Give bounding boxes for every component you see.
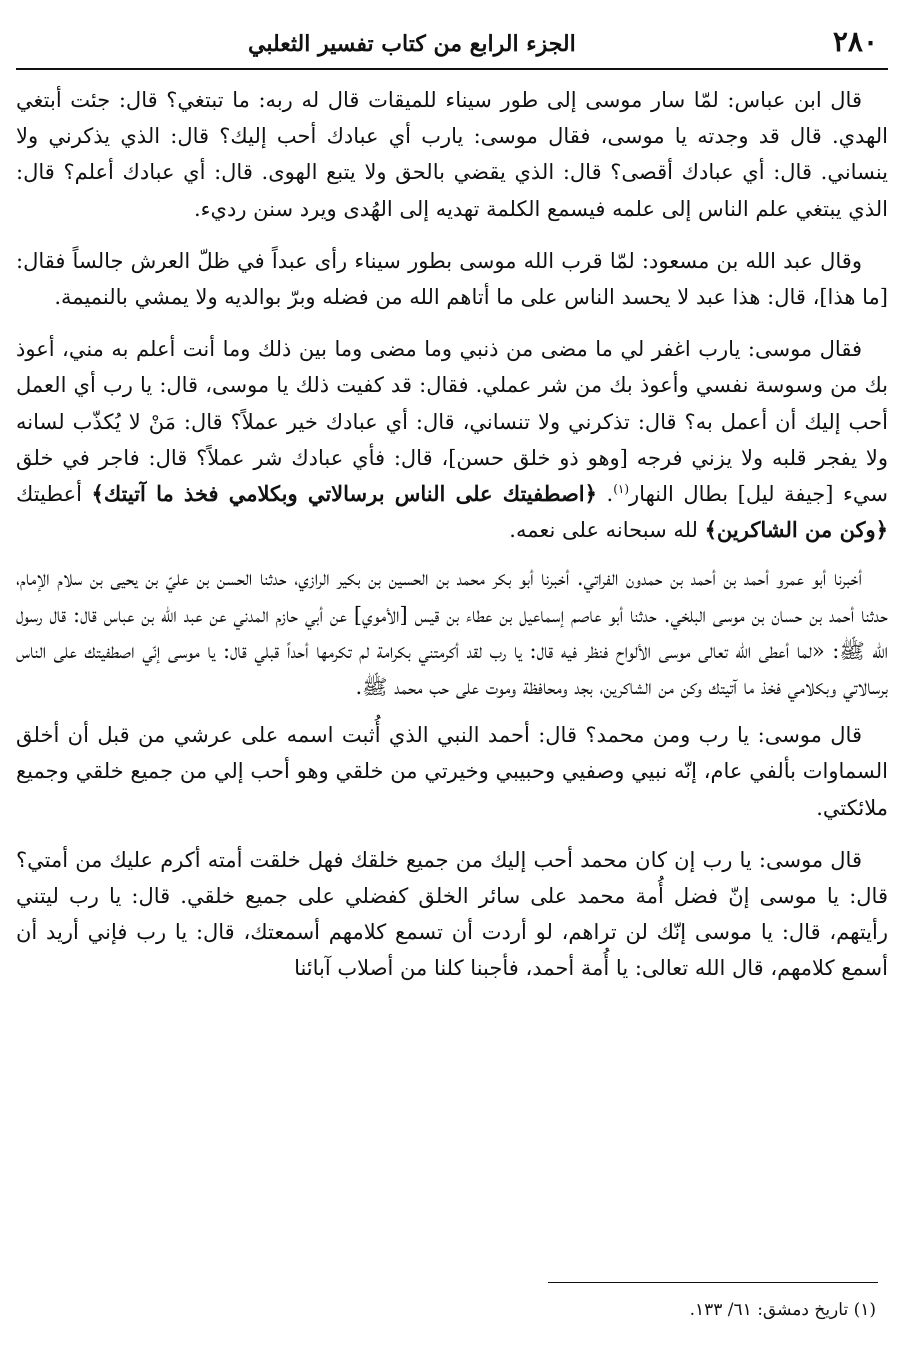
paragraph: أخبرنا أبو عمرو أحمد بن أحمد بن حمدون الفراتي. أخبرنا أبو بكر محمد بن الحسين بن بكير الرازي، حدثنا الحسن بن عليّ بن يحيى بن سلام الإمام، حدثنا أحمد بن حسان بن موسى البلخي. حدثنا أبو عاصم إسماعيل بن عطاء بن قيس [الأموي] عن أبي حازم المدني عن عبد الله بن عباس قال: قال رسول الله ﷺ: «لما أعطى الله تعالى موسى الألواح فنظر فيه قال: يا رب لقد أكرمتني بكرامة لم تكرمها أحداً قبلي قال: يا موسى إنّي اصطفيتك على الناس برسالاتي وبكلامي فخذ ما آتيتك وكن من الشاكرين، بجد ومحافظة وموت على حب محمد ﷺ. [16, 566, 888, 700]
footnote-rule [548, 1282, 878, 1283]
header-rule [16, 68, 888, 70]
paragraph-text: لله سبحانه على نعمه. [509, 518, 705, 543]
paragraph-text: . [596, 482, 614, 507]
paragraph-text: أعطيتك [16, 482, 92, 507]
paragraph: وقال عبد الله بن مسعود: لمّا قرب الله موسى بطور سيناء رأى عبداً في ظلّ العرش جالساً فقال: [ما هذا]، قال: هذا عبد لا يحسد الناس على ما أتاهم الله من فضله وبرّ بوالديه ولا يمشي بالنميمة. [16, 248, 888, 310]
page-header [16, 22, 888, 70]
paragraph: قال موسى: يا رب ومن محمد؟ قال: أحمد النبي الذي أُثبت اسمه على عرشي من قبل أن أخلق السماوات بألفي عام، إنّه نبيي وصفيي وحبيبي وخيرتي من خلقي وهو أحب إلي من جميع خلقي وجميع ملائكتي. [16, 723, 888, 820]
paragraph-text: فقال موسى: يارب اغفر لي ما مضى من ذنبي وما مضى وما بين ذلك وما أنت أعلم به مني، أعوذ بك من وسوسة نفسي وأعوذ بك من شر عملي. فقال: قد كفيت ذلك يا موسى، قال: يا رب أي العمل أحب إليك أن أعمل به؟ قال: تذكرني ولا تنساني، قال: أي عبادك خير عملاً؟ قال: مَنْ لا يُكذّب لسانه ولا يفجر قلبه ولا يزني فرجه [وهو ذو خلق حسن]، قال: فأي عبادك شر عملاً؟ قال: فاجر في خلق سيء [جيفة ليل] بطال النهار [16, 337, 889, 507]
paragraph: قال موسى: يا رب إن كان محمد أحب إليك من جميع خلقك فهل خلقت أمته أكرم عليك من أمتي؟ قال: يا موسى إنّ فضل أُمة محمد على سائر الخلق كفضلي على جميع خلقي. قال: يا رب ليتني رأيتهم، قال: يا موسى إنّك لن تراهم، لو أردت أن تسمع كلامهم أسمعتك، قال: يا رب فإني أريد أن أسمع كلامهم، قال الله تعالى: يا أُمة أحمد، فأجبنا كلنا من أصلاب آبائنا [16, 847, 888, 981]
footnote-reference: (١) [613, 482, 630, 497]
footnote: (١) تاريخ دمشق: ٦١/ ١٣٣. [689, 1300, 876, 1320]
running-title: الجزء الرابع من كتاب تفسير الثعلبي [248, 31, 576, 57]
paragraph [16, 331, 888, 548]
paragraph: قال ابن عباس: لمّا سار موسى إلى طور سيناء للميقات قال له ربه: ما تبتغي؟ قال: جئت أبتغي الهدي. قال قد وجدته يا موسى، فقال موسى: يارب أي عبادك أحب إليك؟ قال: الذي يذكرني ولا ينساني. قال: أي عبادك أقصى؟ قال: الذي يقضي بالحق ولا يتبع الهوى. قال: أي عبادك أعلم؟ قال: الذي يبتغي علم الناس إلى علمه فيسمع الكلمة تهديه إلى الهُدى ويرد سنن رديء. [16, 88, 888, 221]
quran-quote: ﴿اصطفيتك على الناس برسالاتي وبكلامي فخذ ما آتيتك﴾ [91, 481, 597, 507]
quran-quote: ﴿وكن من الشاكرين﴾ [704, 517, 888, 543]
main-text [16, 82, 888, 1003]
page-number: ٢٨٠ [832, 25, 878, 58]
